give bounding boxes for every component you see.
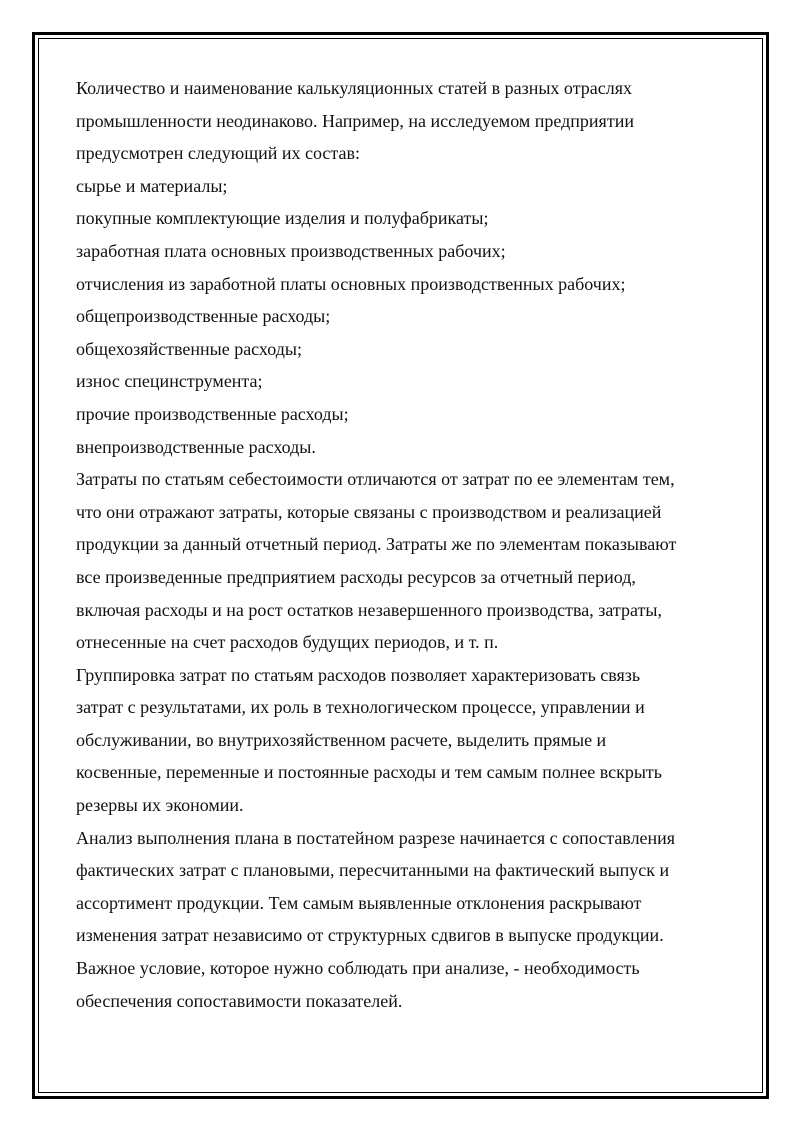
text-line: Важное условие, которое нужно соблюдать при анализе, - необходимость — [76, 958, 640, 979]
text-line: косвенные, переменные и постоянные расходы и тем самым полнее вскрыть — [76, 762, 662, 783]
paragraph — [76, 300, 736, 333]
text-line: прочие производственные расходы; — [76, 403, 349, 424]
text-line: отнесенные на счет расходов будущих периодов, и т. п. — [76, 632, 499, 653]
text-line: промышленности неодинаково. Например, на исследуемом предприятии — [76, 110, 634, 131]
paragraph — [76, 333, 736, 366]
paragraph — [76, 398, 736, 431]
paragraph — [76, 822, 736, 1018]
text-line: фактических затрат с плановыми, пересчитанными на фактический выпуск и — [76, 860, 670, 881]
paragraph — [76, 170, 736, 203]
text-line: продукции за данный отчетный период. Затраты же по элементам показывают — [76, 534, 677, 555]
paragraph — [76, 431, 736, 464]
text-line: сырье и материалы; — [76, 175, 228, 196]
text-line: включая расходы и на рост остатков незавершенного производства, затраты, — [76, 599, 662, 620]
text-line: предусмотрен следующий их состав: — [76, 143, 360, 164]
text-line: заработная плата основных производственных рабочих; — [76, 240, 506, 261]
paragraph — [76, 463, 736, 659]
text-line: Анализ выполнения плана в постатейном разрезе начинается с сопоставления — [76, 827, 676, 848]
text-line: обеспечения сопоставимости показателей. — [76, 990, 403, 1011]
text-line: отчисления из заработной платы основных производственных рабочих; — [76, 273, 626, 294]
text-line: затрат с результатами, их роль в технологическом процессе, управлении и — [76, 697, 645, 718]
paragraph — [76, 659, 736, 822]
paragraph — [76, 235, 736, 268]
text-line: все произведенные предприятием расходы ресурсов за отчетный период, — [76, 566, 636, 587]
text-line: Затраты по статьям себестоимости отличаются от затрат по ее элементам тем, — [76, 469, 675, 490]
text-line: резервы их экономии. — [76, 795, 244, 816]
document-body — [76, 72, 736, 1017]
text-line: износ специнструмента; — [76, 371, 263, 392]
text-line: Группировка затрат по статьям расходов позволяет характеризовать связь — [76, 664, 641, 685]
text-line: ассортимент продукции. Тем самым выявленные отклонения раскрывают — [76, 892, 642, 913]
paragraph — [76, 365, 736, 398]
text-line: обслуживании, во внутрихозяйственном расчете, выделить прямые и — [76, 729, 607, 750]
text-line: изменения затрат независимо от структурных сдвигов в выпуске продукции. — [76, 925, 664, 946]
text-line: общепроизводственные расходы; — [76, 306, 331, 327]
text-line: что они отражают затраты, которые связаны с производством и реализацией — [76, 501, 662, 522]
paragraph — [76, 202, 736, 235]
paragraph — [76, 72, 736, 170]
text-line: Количество и наименование калькуляционных статей в разных отраслях — [76, 78, 633, 98]
text-line: покупные комплектующие изделия и полуфабрикаты; — [76, 208, 489, 229]
text-line: общехозяйственные расходы; — [76, 338, 302, 359]
paragraph — [76, 268, 736, 301]
text-line: внепроизводственные расходы. — [76, 436, 316, 457]
